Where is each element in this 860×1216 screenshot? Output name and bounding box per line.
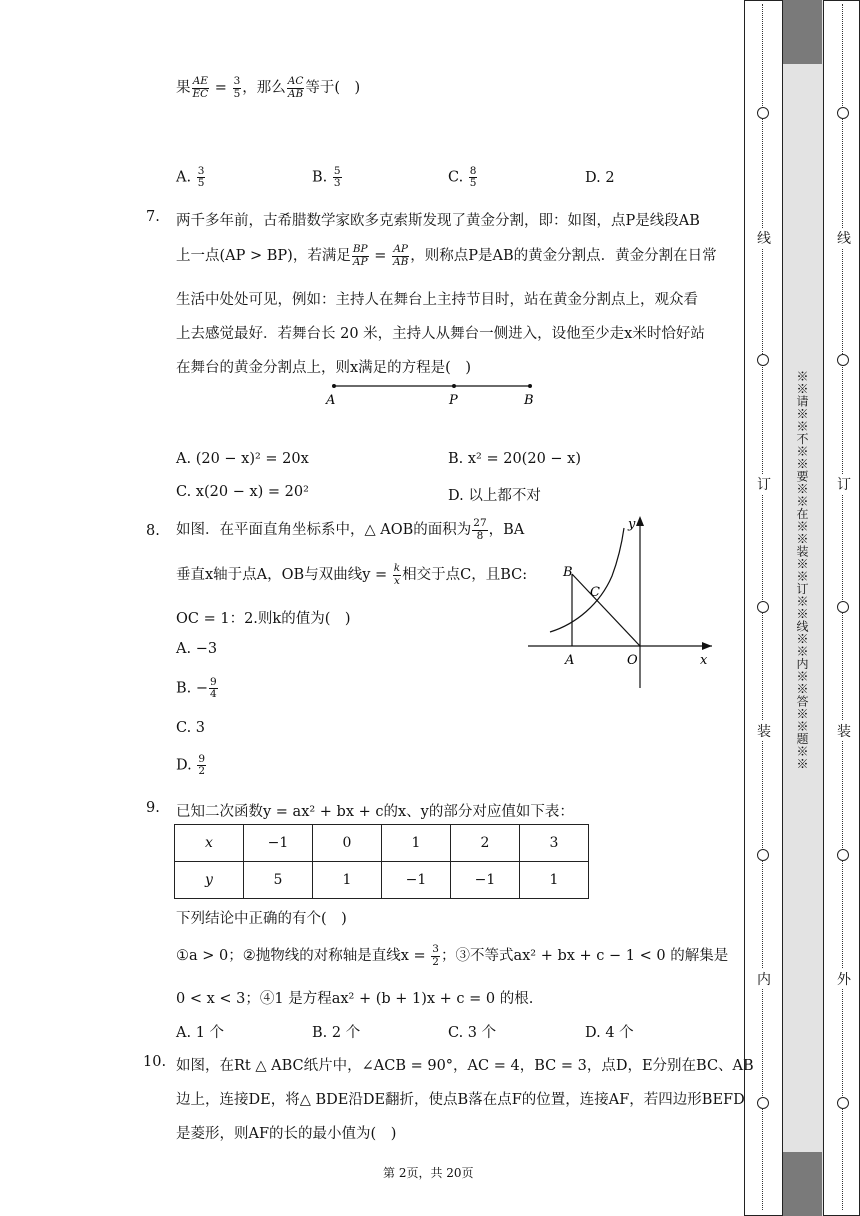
q6-option-c[interactable]: C. $\frac{8}{5}$ bbox=[448, 165, 477, 190]
table-cell: −1 bbox=[451, 862, 520, 899]
q8-option-a[interactable]: A. −3 bbox=[176, 641, 218, 657]
q9-option-a[interactable]: A. 1 个 bbox=[176, 1025, 225, 1041]
q6-option-b[interactable]: B. $\frac{5}{3}$ bbox=[312, 165, 341, 190]
q8-line3: OC = 1：2.则k的值为( ) bbox=[176, 611, 351, 627]
q7-option-a[interactable]: A. (20 − x)² = 20x bbox=[176, 451, 309, 467]
q10-line1: 如图，在Rt △ ABC纸片中，∠ACB = 90°，AC = 4，BC = 3，点D，E分别在BC、AB bbox=[176, 1058, 754, 1074]
table-cell: x bbox=[175, 825, 244, 862]
q9-line4: 0 < x < 3；④1 是方程ax² + (b + 1)x + c = 0 的根. bbox=[176, 991, 534, 1007]
q6-option-d[interactable]: D. 2 bbox=[585, 170, 615, 186]
q7-label-b: B bbox=[524, 393, 534, 408]
table-cell: 1 bbox=[520, 862, 589, 899]
q9-line1: 已知二次函数y = ax² + bx + c的x、y的部分对应值如下表： bbox=[176, 804, 574, 820]
q7-line4: 上去感觉最好．若舞台长 20 米，主持人从舞台一侧进入，设他至少走x米时恰好站 bbox=[176, 326, 705, 342]
q7-line3: 生活中处处可见，例如：主持人在舞台上主持节目时，站在黄金分割点上，观众看 bbox=[176, 292, 698, 308]
outer-label-xian: 线 bbox=[837, 228, 851, 248]
q9-value-table bbox=[174, 824, 589, 899]
q7-number: 7. bbox=[146, 209, 160, 225]
page-footer: 第 2页，共 20页 bbox=[383, 1166, 474, 1180]
inner-label-nei: 内 bbox=[757, 969, 771, 989]
table-cell: 0 bbox=[313, 825, 382, 862]
binding-hole-icon bbox=[837, 107, 849, 119]
q8-label-a: A bbox=[565, 653, 575, 668]
inner-label-xian: 线 bbox=[757, 228, 771, 248]
q7-label-a: A bbox=[326, 393, 336, 408]
outer-label-zhuang: 装 bbox=[837, 721, 851, 741]
binding-hole-icon bbox=[837, 601, 849, 613]
table-cell: y bbox=[175, 862, 244, 899]
outer-label-wai: 外 bbox=[837, 969, 851, 989]
table-cell: 3 bbox=[520, 825, 589, 862]
binding-hole-icon bbox=[757, 1097, 769, 1109]
q8-option-d[interactable]: D. $\frac{9}{2}$ bbox=[176, 753, 206, 778]
table-cell: 2 bbox=[451, 825, 520, 862]
q7-line1: 两千多年前，古希腊数学家欧多克索斯发现了黄金分割，即：如图，点P是线段AB bbox=[176, 213, 700, 229]
q7-line2: 上一点(AP > BP)，若满足 $\frac{BP}{AP}$ = $\frac{AP}{AB}$ ，则称点P是AB的黄金分割点．黄金分割在日常 bbox=[176, 243, 717, 268]
table-row bbox=[175, 862, 589, 899]
table-cell: −1 bbox=[382, 862, 451, 899]
table-row bbox=[175, 825, 589, 862]
q9-line2: 下列结论中正确的有个( ) bbox=[176, 911, 347, 927]
q8-label-x: x bbox=[700, 653, 708, 668]
q8-label-b: B bbox=[563, 565, 573, 580]
q9-option-d[interactable]: D. 4 个 bbox=[585, 1025, 634, 1041]
binding-hole-icon bbox=[757, 601, 769, 613]
binding-warning: ※※请※※不※※要※※在※※装※※订※※线※※内※※答※※题※※ bbox=[795, 370, 809, 770]
strip-dark-bottom bbox=[783, 1152, 822, 1216]
binding-margin bbox=[744, 0, 860, 1216]
q8-option-b[interactable]: B. − $\frac{9}{4}$ bbox=[176, 676, 217, 701]
q7-segment-figure bbox=[320, 376, 540, 410]
q6-stem: 果 $\frac{AE}{EC}$ = $\frac{3}{5}$ ，那么 $\frac{AC}{AB}$ 等于( ) bbox=[176, 75, 361, 100]
q10-line2: 边上，连接DE，将△ BDE沿DE翻折，使点B落在点F的位置，连接AF，若四边形BEFD bbox=[176, 1092, 745, 1108]
binding-hole-icon bbox=[837, 354, 849, 366]
q7-option-d[interactable]: D. 以上都不对 bbox=[448, 488, 541, 504]
q9-number: 9. bbox=[146, 800, 160, 816]
outer-label-ding: 订 bbox=[837, 474, 851, 494]
strip-dark-top bbox=[783, 0, 822, 64]
q6-option-a[interactable]: A. $\frac{3}{5}$ bbox=[176, 165, 205, 190]
q7-line5: 在舞台的黄金分割点上，则x满足的方程是( ) bbox=[176, 360, 471, 376]
binding-hole-icon bbox=[757, 849, 769, 861]
table-cell: 1 bbox=[313, 862, 382, 899]
table-cell: 5 bbox=[244, 862, 313, 899]
inner-label-zhuang: 装 bbox=[757, 721, 771, 741]
q8-number: 8. bbox=[146, 523, 160, 539]
q8-option-c[interactable]: C. 3 bbox=[176, 720, 206, 736]
q7-option-c[interactable]: C. x(20 − x) = 20² bbox=[176, 484, 309, 500]
q10-line3: 是菱形，则AF的长的最小值为( ) bbox=[176, 1126, 397, 1142]
inner-label-ding: 订 bbox=[757, 474, 771, 494]
table-cell: 1 bbox=[382, 825, 451, 862]
q8-label-c: C bbox=[590, 585, 600, 600]
q8-line1: 如图．在平面直角坐标系中，△ AOB的面积为 $\frac{27}{8}$ ，BA bbox=[176, 517, 525, 542]
q8-label-o: O bbox=[627, 653, 638, 668]
q9-line3: ①a > 0；②抛物线的对称轴是直线x = $\frac{3}{2}$ ；③不等式ax² + bx + c − 1 < 0 的解集是 bbox=[176, 943, 729, 968]
table-cell: −1 bbox=[244, 825, 313, 862]
q7-label-p: P bbox=[449, 393, 458, 408]
q8-line2: 垂直x轴于点A，OB与双曲线y = $\frac{k}{x}$ 相交于点C，且BC: bbox=[176, 562, 528, 587]
binding-hole-icon bbox=[757, 354, 769, 366]
binding-hole-icon bbox=[837, 1097, 849, 1109]
q9-option-c[interactable]: C. 3 个 bbox=[448, 1025, 497, 1041]
q7-option-b[interactable]: B. x² = 20(20 − x) bbox=[448, 451, 581, 467]
binding-hole-icon bbox=[837, 849, 849, 861]
q8-coordinate-figure bbox=[528, 512, 718, 692]
q8-label-y: y bbox=[628, 517, 636, 532]
q9-option-b[interactable]: B. 2 个 bbox=[312, 1025, 361, 1041]
q10-number: 10. bbox=[143, 1054, 167, 1070]
binding-hole-icon bbox=[757, 107, 769, 119]
